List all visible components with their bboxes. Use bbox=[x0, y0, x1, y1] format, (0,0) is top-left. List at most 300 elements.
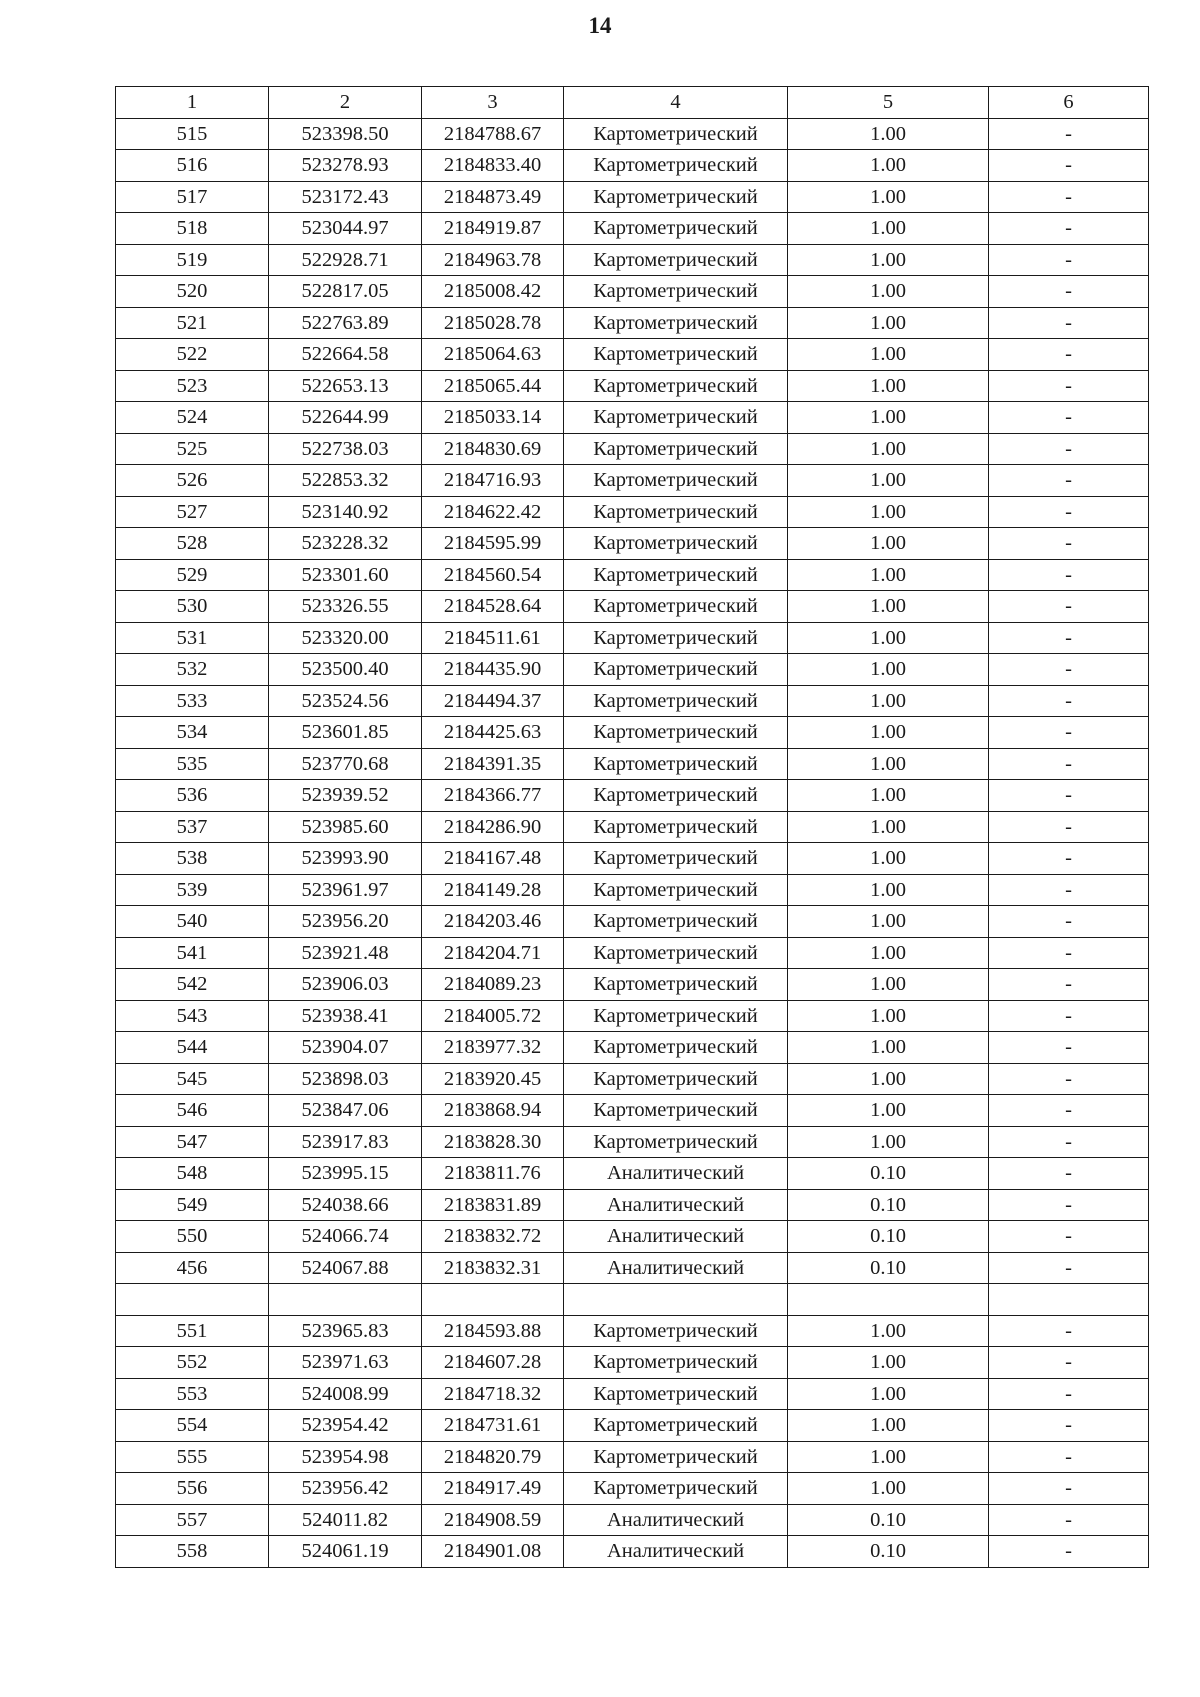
cell-method: Картометрический bbox=[564, 181, 788, 213]
cell-accuracy: 1.00 bbox=[788, 811, 989, 843]
cell-accuracy: 1.00 bbox=[788, 874, 989, 906]
cell-note: - bbox=[989, 307, 1149, 339]
cell-accuracy: 1.00 bbox=[788, 937, 989, 969]
cell-point-number: 537 bbox=[116, 811, 269, 843]
cell-accuracy bbox=[788, 1284, 989, 1316]
cell-method: Картометрический bbox=[564, 1441, 788, 1473]
cell-method: Картометрический bbox=[564, 780, 788, 812]
cell-y-coordinate: 2184089.23 bbox=[422, 969, 564, 1001]
cell-point-number: 549 bbox=[116, 1189, 269, 1221]
cell-y-coordinate: 2184833.40 bbox=[422, 150, 564, 182]
cell-point-number: 544 bbox=[116, 1032, 269, 1064]
cell-x-coordinate: 523301.60 bbox=[269, 559, 422, 591]
cell-x-coordinate: 523398.50 bbox=[269, 118, 422, 150]
cell-x-coordinate: 524011.82 bbox=[269, 1504, 422, 1536]
cell-x-coordinate: 523985.60 bbox=[269, 811, 422, 843]
cell-accuracy: 1.00 bbox=[788, 1347, 989, 1379]
table-row bbox=[116, 654, 1149, 686]
cell-method: Картометрический bbox=[564, 1063, 788, 1095]
header-row bbox=[116, 87, 1149, 119]
cell-x-coordinate: 522853.32 bbox=[269, 465, 422, 497]
table-row bbox=[116, 811, 1149, 843]
cell-accuracy: 0.10 bbox=[788, 1221, 989, 1253]
cell-accuracy: 1.00 bbox=[788, 1095, 989, 1127]
cell-method: Картометрический bbox=[564, 402, 788, 434]
cell-x-coordinate: 522928.71 bbox=[269, 244, 422, 276]
table-row bbox=[116, 748, 1149, 780]
cell-method: Картометрический bbox=[564, 307, 788, 339]
cell-y-coordinate: 2183828.30 bbox=[422, 1126, 564, 1158]
table-gap-row bbox=[116, 1284, 1149, 1316]
cell-point-number: 529 bbox=[116, 559, 269, 591]
table-row bbox=[116, 402, 1149, 434]
cell-point-number: 520 bbox=[116, 276, 269, 308]
table-row bbox=[116, 1536, 1149, 1568]
cell-note: - bbox=[989, 811, 1149, 843]
column-header: 4 bbox=[564, 87, 788, 119]
cell-note: - bbox=[989, 244, 1149, 276]
cell-x-coordinate: 523954.98 bbox=[269, 1441, 422, 1473]
cell-note: - bbox=[989, 874, 1149, 906]
cell-note bbox=[989, 1284, 1149, 1316]
cell-note: - bbox=[989, 1536, 1149, 1568]
cell-point-number: 557 bbox=[116, 1504, 269, 1536]
cell-note: - bbox=[989, 433, 1149, 465]
cell-x-coordinate: 523500.40 bbox=[269, 654, 422, 686]
cell-y-coordinate: 2184005.72 bbox=[422, 1000, 564, 1032]
cell-accuracy: 1.00 bbox=[788, 1032, 989, 1064]
cell-method bbox=[564, 1284, 788, 1316]
cell-accuracy: 1.00 bbox=[788, 433, 989, 465]
cell-method: Картометрический bbox=[564, 937, 788, 969]
cell-accuracy: 1.00 bbox=[788, 1126, 989, 1158]
column-header: 2 bbox=[269, 87, 422, 119]
table-row bbox=[116, 1000, 1149, 1032]
cell-accuracy: 1.00 bbox=[788, 528, 989, 560]
cell-x-coordinate: 522738.03 bbox=[269, 433, 422, 465]
cell-x-coordinate: 523939.52 bbox=[269, 780, 422, 812]
cell-note: - bbox=[989, 1473, 1149, 1505]
table-row bbox=[116, 1158, 1149, 1190]
cell-accuracy: 1.00 bbox=[788, 370, 989, 402]
table-row bbox=[116, 528, 1149, 560]
cell-point-number: 540 bbox=[116, 906, 269, 938]
column-header: 6 bbox=[989, 87, 1149, 119]
cell-y-coordinate: 2185033.14 bbox=[422, 402, 564, 434]
cell-method: Аналитический bbox=[564, 1221, 788, 1253]
cell-method: Картометрический bbox=[564, 591, 788, 623]
cell-method: Картометрический bbox=[564, 717, 788, 749]
cell-note: - bbox=[989, 937, 1149, 969]
cell-accuracy: 1.00 bbox=[788, 906, 989, 938]
cell-method: Картометрический bbox=[564, 654, 788, 686]
cell-point-number: 551 bbox=[116, 1315, 269, 1347]
cell-note: - bbox=[989, 591, 1149, 623]
table-row bbox=[116, 717, 1149, 749]
cell-y-coordinate: 2184716.93 bbox=[422, 465, 564, 497]
cell-point-number: 523 bbox=[116, 370, 269, 402]
cell-point-number: 558 bbox=[116, 1536, 269, 1568]
cell-point-number: 556 bbox=[116, 1473, 269, 1505]
table-row bbox=[116, 843, 1149, 875]
cell-y-coordinate: 2184511.61 bbox=[422, 622, 564, 654]
cell-accuracy: 1.00 bbox=[788, 339, 989, 371]
cell-y-coordinate: 2184718.32 bbox=[422, 1378, 564, 1410]
cell-point-number: 528 bbox=[116, 528, 269, 560]
cell-y-coordinate: 2183920.45 bbox=[422, 1063, 564, 1095]
table-row bbox=[116, 307, 1149, 339]
cell-accuracy: 0.10 bbox=[788, 1158, 989, 1190]
cell-point-number: 555 bbox=[116, 1441, 269, 1473]
cell-accuracy: 1.00 bbox=[788, 213, 989, 245]
cell-y-coordinate: 2184873.49 bbox=[422, 181, 564, 213]
table-row bbox=[116, 150, 1149, 182]
cell-note: - bbox=[989, 906, 1149, 938]
cell-y-coordinate: 2184607.28 bbox=[422, 1347, 564, 1379]
cell-method: Аналитический bbox=[564, 1536, 788, 1568]
cell-method: Картометрический bbox=[564, 1126, 788, 1158]
table-row bbox=[116, 213, 1149, 245]
cell-method: Картометрический bbox=[564, 276, 788, 308]
cell-y-coordinate: 2184286.90 bbox=[422, 811, 564, 843]
cell-note: - bbox=[989, 465, 1149, 497]
cell-point-number: 545 bbox=[116, 1063, 269, 1095]
cell-accuracy: 1.00 bbox=[788, 1000, 989, 1032]
cell-accuracy: 1.00 bbox=[788, 244, 989, 276]
cell-note: - bbox=[989, 370, 1149, 402]
cell-y-coordinate: 2184731.61 bbox=[422, 1410, 564, 1442]
cell-note: - bbox=[989, 496, 1149, 528]
cell-note: - bbox=[989, 118, 1149, 150]
cell-note: - bbox=[989, 1189, 1149, 1221]
cell-method: Картометрический bbox=[564, 1032, 788, 1064]
cell-point-number: 535 bbox=[116, 748, 269, 780]
cell-method: Картометрический bbox=[564, 370, 788, 402]
cell-x-coordinate: 523898.03 bbox=[269, 1063, 422, 1095]
page-number: 14 bbox=[588, 13, 612, 38]
cell-method: Картометрический bbox=[564, 1473, 788, 1505]
cell-method: Картометрический bbox=[564, 1095, 788, 1127]
cell-y-coordinate: 2184167.48 bbox=[422, 843, 564, 875]
cell-x-coordinate: 523904.07 bbox=[269, 1032, 422, 1064]
cell-y-coordinate: 2184494.37 bbox=[422, 685, 564, 717]
cell-y-coordinate: 2185065.44 bbox=[422, 370, 564, 402]
cell-point-number: 546 bbox=[116, 1095, 269, 1127]
table-row bbox=[116, 906, 1149, 938]
cell-note: - bbox=[989, 528, 1149, 560]
cell-accuracy: 1.00 bbox=[788, 780, 989, 812]
table-row bbox=[116, 1221, 1149, 1253]
cell-x-coordinate: 522817.05 bbox=[269, 276, 422, 308]
cell-accuracy: 1.00 bbox=[788, 1441, 989, 1473]
cell-x-coordinate: 523921.48 bbox=[269, 937, 422, 969]
cell-point-number: 550 bbox=[116, 1221, 269, 1253]
table-row bbox=[116, 780, 1149, 812]
cell-x-coordinate: 523971.63 bbox=[269, 1347, 422, 1379]
cell-point-number: 542 bbox=[116, 969, 269, 1001]
cell-point-number: 519 bbox=[116, 244, 269, 276]
cell-y-coordinate: 2183832.31 bbox=[422, 1252, 564, 1284]
cell-point-number: 521 bbox=[116, 307, 269, 339]
table-row bbox=[116, 1410, 1149, 1442]
cell-x-coordinate: 522763.89 bbox=[269, 307, 422, 339]
cell-y-coordinate: 2184622.42 bbox=[422, 496, 564, 528]
cell-y-coordinate: 2184528.64 bbox=[422, 591, 564, 623]
cell-note: - bbox=[989, 1441, 1149, 1473]
cell-note: - bbox=[989, 843, 1149, 875]
cell-accuracy: 0.10 bbox=[788, 1536, 989, 1568]
cell-method: Картометрический bbox=[564, 622, 788, 654]
cell-note: - bbox=[989, 181, 1149, 213]
cell-y-coordinate: 2184203.46 bbox=[422, 906, 564, 938]
cell-x-coordinate: 523954.42 bbox=[269, 1410, 422, 1442]
cell-note: - bbox=[989, 1158, 1149, 1190]
cell-accuracy: 1.00 bbox=[788, 1315, 989, 1347]
table-row bbox=[116, 370, 1149, 402]
cell-y-coordinate: 2184366.77 bbox=[422, 780, 564, 812]
cell-point-number: 532 bbox=[116, 654, 269, 686]
cell-x-coordinate: 522644.99 bbox=[269, 402, 422, 434]
cell-note: - bbox=[989, 969, 1149, 1001]
column-header: 5 bbox=[788, 87, 989, 119]
cell-note: - bbox=[989, 780, 1149, 812]
table-row bbox=[116, 591, 1149, 623]
table-row bbox=[116, 244, 1149, 276]
cell-note: - bbox=[989, 1252, 1149, 1284]
cell-y-coordinate: 2185008.42 bbox=[422, 276, 564, 308]
cell-y-coordinate: 2184435.90 bbox=[422, 654, 564, 686]
cell-note: - bbox=[989, 150, 1149, 182]
cell-x-coordinate: 523956.42 bbox=[269, 1473, 422, 1505]
cell-y-coordinate: 2184204.71 bbox=[422, 937, 564, 969]
cell-y-coordinate: 2184595.99 bbox=[422, 528, 564, 560]
cell-note: - bbox=[989, 1315, 1149, 1347]
cell-point-number: 541 bbox=[116, 937, 269, 969]
cell-method: Картометрический bbox=[564, 150, 788, 182]
cell-note: - bbox=[989, 1410, 1149, 1442]
cell-note: - bbox=[989, 1504, 1149, 1536]
cell-x-coordinate: 523995.15 bbox=[269, 1158, 422, 1190]
cell-y-coordinate: 2184425.63 bbox=[422, 717, 564, 749]
cell-y-coordinate: 2184788.67 bbox=[422, 118, 564, 150]
cell-note: - bbox=[989, 402, 1149, 434]
cell-accuracy: 0.10 bbox=[788, 1252, 989, 1284]
cell-accuracy: 1.00 bbox=[788, 717, 989, 749]
coordinates-table bbox=[115, 86, 1149, 1568]
cell-y-coordinate: 2184593.88 bbox=[422, 1315, 564, 1347]
cell-note: - bbox=[989, 1126, 1149, 1158]
table-row bbox=[116, 276, 1149, 308]
cell-y-coordinate: 2185028.78 bbox=[422, 307, 564, 339]
cell-point-number: 530 bbox=[116, 591, 269, 623]
cell-x-coordinate: 523906.03 bbox=[269, 969, 422, 1001]
cell-accuracy: 1.00 bbox=[788, 591, 989, 623]
cell-x-coordinate: 524038.66 bbox=[269, 1189, 422, 1221]
cell-y-coordinate: 2184963.78 bbox=[422, 244, 564, 276]
cell-point-number: 522 bbox=[116, 339, 269, 371]
cell-note: - bbox=[989, 1221, 1149, 1253]
cell-accuracy: 1.00 bbox=[788, 843, 989, 875]
cell-point-number: 553 bbox=[116, 1378, 269, 1410]
cell-note: - bbox=[989, 1095, 1149, 1127]
cell-method: Картометрический bbox=[564, 496, 788, 528]
cell-accuracy: 0.10 bbox=[788, 1189, 989, 1221]
table-body bbox=[116, 118, 1149, 1567]
cell-accuracy: 1.00 bbox=[788, 622, 989, 654]
table-row bbox=[116, 685, 1149, 717]
cell-method: Картометрический bbox=[564, 1000, 788, 1032]
cell-note: - bbox=[989, 1063, 1149, 1095]
cell-accuracy: 1.00 bbox=[788, 402, 989, 434]
cell-x-coordinate: 524067.88 bbox=[269, 1252, 422, 1284]
cell-note: - bbox=[989, 1032, 1149, 1064]
table-row bbox=[116, 1095, 1149, 1127]
cell-point-number: 526 bbox=[116, 465, 269, 497]
cell-y-coordinate: 2183868.94 bbox=[422, 1095, 564, 1127]
cell-x-coordinate: 523961.97 bbox=[269, 874, 422, 906]
cell-x-coordinate: 523320.00 bbox=[269, 622, 422, 654]
table-row bbox=[116, 118, 1149, 150]
cell-y-coordinate: 2184560.54 bbox=[422, 559, 564, 591]
table-row bbox=[116, 559, 1149, 591]
cell-x-coordinate: 523228.32 bbox=[269, 528, 422, 560]
cell-accuracy: 1.00 bbox=[788, 181, 989, 213]
cell-accuracy: 1.00 bbox=[788, 654, 989, 686]
table-row bbox=[116, 1189, 1149, 1221]
cell-method: Картометрический bbox=[564, 433, 788, 465]
cell-point-number: 536 bbox=[116, 780, 269, 812]
cell-x-coordinate: 523965.83 bbox=[269, 1315, 422, 1347]
cell-point-number: 539 bbox=[116, 874, 269, 906]
cell-y-coordinate: 2184917.49 bbox=[422, 1473, 564, 1505]
table-row bbox=[116, 1032, 1149, 1064]
cell-accuracy: 1.00 bbox=[788, 118, 989, 150]
cell-note: - bbox=[989, 748, 1149, 780]
cell-method: Картометрический bbox=[564, 1315, 788, 1347]
cell-point-number: 543 bbox=[116, 1000, 269, 1032]
table-row bbox=[116, 1315, 1149, 1347]
cell-method: Картометрический bbox=[564, 811, 788, 843]
cell-note: - bbox=[989, 654, 1149, 686]
cell-point-number: 533 bbox=[116, 685, 269, 717]
cell-x-coordinate: 523140.92 bbox=[269, 496, 422, 528]
cell-y-coordinate: 2184820.79 bbox=[422, 1441, 564, 1473]
cell-method: Картометрический bbox=[564, 559, 788, 591]
cell-note: - bbox=[989, 717, 1149, 749]
cell-point-number: 527 bbox=[116, 496, 269, 528]
cell-y-coordinate bbox=[422, 1284, 564, 1316]
cell-y-coordinate: 2184901.08 bbox=[422, 1536, 564, 1568]
cell-note: - bbox=[989, 1000, 1149, 1032]
cell-y-coordinate: 2185064.63 bbox=[422, 339, 564, 371]
cell-x-coordinate: 523917.83 bbox=[269, 1126, 422, 1158]
cell-accuracy: 1.00 bbox=[788, 1378, 989, 1410]
column-header: 1 bbox=[116, 87, 269, 119]
cell-accuracy: 1.00 bbox=[788, 465, 989, 497]
cell-point-number: 515 bbox=[116, 118, 269, 150]
cell-accuracy: 1.00 bbox=[788, 1410, 989, 1442]
cell-x-coordinate: 522653.13 bbox=[269, 370, 422, 402]
cell-method: Аналитический bbox=[564, 1189, 788, 1221]
cell-x-coordinate: 523993.90 bbox=[269, 843, 422, 875]
cell-point-number: 518 bbox=[116, 213, 269, 245]
table-row bbox=[116, 433, 1149, 465]
cell-accuracy: 1.00 bbox=[788, 559, 989, 591]
cell-y-coordinate: 2183811.76 bbox=[422, 1158, 564, 1190]
cell-method: Картометрический bbox=[564, 244, 788, 276]
table-row bbox=[116, 465, 1149, 497]
cell-method: Картометрический bbox=[564, 1347, 788, 1379]
table-row bbox=[116, 1252, 1149, 1284]
cell-x-coordinate: 523326.55 bbox=[269, 591, 422, 623]
cell-x-coordinate: 523044.97 bbox=[269, 213, 422, 245]
cell-x-coordinate: 523956.20 bbox=[269, 906, 422, 938]
cell-point-number: 524 bbox=[116, 402, 269, 434]
cell-x-coordinate: 523524.56 bbox=[269, 685, 422, 717]
cell-method: Картометрический bbox=[564, 213, 788, 245]
cell-note: - bbox=[989, 276, 1149, 308]
cell-x-coordinate: 523172.43 bbox=[269, 181, 422, 213]
cell-note: - bbox=[989, 559, 1149, 591]
cell-point-number: 456 bbox=[116, 1252, 269, 1284]
cell-accuracy: 1.00 bbox=[788, 748, 989, 780]
table-header bbox=[116, 87, 1149, 119]
cell-point-number: 554 bbox=[116, 1410, 269, 1442]
cell-point-number: 552 bbox=[116, 1347, 269, 1379]
cell-accuracy: 1.00 bbox=[788, 150, 989, 182]
cell-method: Аналитический bbox=[564, 1252, 788, 1284]
cell-method: Картометрический bbox=[564, 685, 788, 717]
cell-accuracy: 1.00 bbox=[788, 1473, 989, 1505]
cell-method: Аналитический bbox=[564, 1504, 788, 1536]
column-header: 3 bbox=[422, 87, 564, 119]
cell-accuracy: 1.00 bbox=[788, 1063, 989, 1095]
cell-point-number: 516 bbox=[116, 150, 269, 182]
cell-accuracy: 0.10 bbox=[788, 1504, 989, 1536]
cell-point-number bbox=[116, 1284, 269, 1316]
table-row bbox=[116, 622, 1149, 654]
cell-x-coordinate: 524061.19 bbox=[269, 1536, 422, 1568]
cell-point-number: 534 bbox=[116, 717, 269, 749]
cell-method: Картометрический bbox=[564, 1410, 788, 1442]
cell-y-coordinate: 2184919.87 bbox=[422, 213, 564, 245]
cell-method: Картометрический bbox=[564, 528, 788, 560]
cell-y-coordinate: 2184391.35 bbox=[422, 748, 564, 780]
table-row bbox=[116, 1504, 1149, 1536]
cell-accuracy: 1.00 bbox=[788, 276, 989, 308]
table-row bbox=[116, 1126, 1149, 1158]
cell-method: Картометрический bbox=[564, 843, 788, 875]
cell-accuracy: 1.00 bbox=[788, 307, 989, 339]
table-row bbox=[116, 339, 1149, 371]
table-row bbox=[116, 1473, 1149, 1505]
cell-method: Картометрический bbox=[564, 118, 788, 150]
table-row bbox=[116, 969, 1149, 1001]
cell-y-coordinate: 2183832.72 bbox=[422, 1221, 564, 1253]
cell-method: Картометрический bbox=[564, 969, 788, 1001]
table-row bbox=[116, 496, 1149, 528]
table-row bbox=[116, 181, 1149, 213]
cell-x-coordinate: 522664.58 bbox=[269, 339, 422, 371]
cell-x-coordinate: 523770.68 bbox=[269, 748, 422, 780]
cell-method: Аналитический bbox=[564, 1158, 788, 1190]
cell-note: - bbox=[989, 622, 1149, 654]
cell-x-coordinate: 523938.41 bbox=[269, 1000, 422, 1032]
cell-note: - bbox=[989, 1378, 1149, 1410]
cell-point-number: 548 bbox=[116, 1158, 269, 1190]
table-row bbox=[116, 1063, 1149, 1095]
cell-y-coordinate: 2183977.32 bbox=[422, 1032, 564, 1064]
